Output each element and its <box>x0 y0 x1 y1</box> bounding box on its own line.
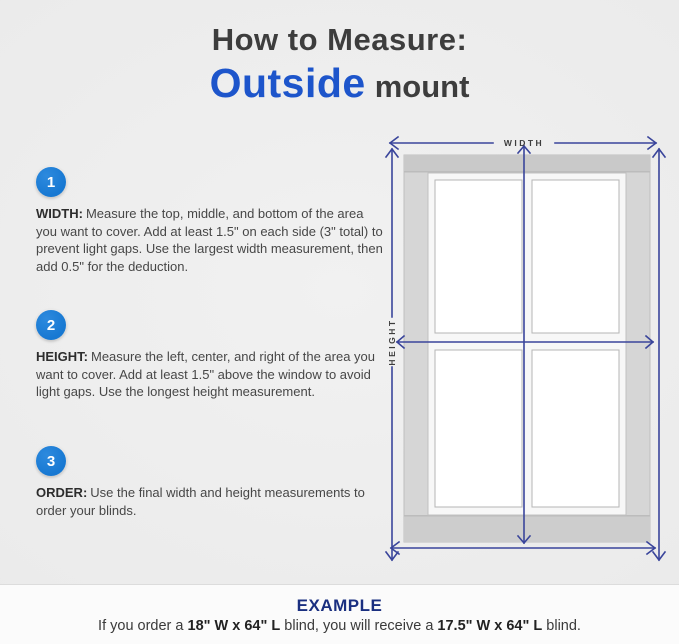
example-received-size: 17.5" W x 64" L <box>437 618 543 634</box>
step-2-badge: 2 <box>36 310 66 340</box>
step-width <box>36 167 384 275</box>
step-2-text <box>36 348 384 401</box>
step-order <box>36 446 384 519</box>
example-sentence <box>0 618 679 634</box>
step-1-text <box>36 205 384 275</box>
window-illustration <box>383 133 675 588</box>
title-line2 <box>0 60 679 107</box>
height-arrow-right <box>653 149 665 560</box>
step-3-text <box>36 484 384 519</box>
example-ordered-size: 18" W x 64" L <box>187 618 281 634</box>
page-title <box>0 22 679 107</box>
step-3-label: ORDER: <box>36 485 88 500</box>
step-3-badge: 3 <box>36 446 66 476</box>
step-2-label: HEIGHT: <box>36 349 88 364</box>
example-suffix: blind. <box>542 618 581 634</box>
example-prefix: If you order a <box>98 618 188 634</box>
example-heading: EXAMPLE <box>296 596 383 615</box>
title-suffix: mount <box>374 69 470 104</box>
step-1-body: Measure the top, middle, and bottom of the area you want to cover. Add at least 1.5" on each side (3" total) to prevent light gaps. Use the largest width measurement, then add 0.5" for the deduction. <box>36 206 383 274</box>
title-line1: How to Measure: <box>211 22 468 57</box>
step-height <box>36 310 384 401</box>
example-section <box>0 584 679 644</box>
step-3-body: Use the final width and height measurements to order your blinds. <box>36 485 365 518</box>
step-2-body: Measure the left, center, and right of the area you want to cover. Add at least 1.5" above the window to avoid light gaps. Use the longest height measurement. <box>36 349 376 399</box>
bottom-width-arrow <box>391 542 655 554</box>
step-1-badge: 1 <box>36 167 66 197</box>
title-highlight: Outside <box>209 60 366 106</box>
height-arrow-label: HEIGHT <box>387 318 397 366</box>
width-arrow-label: WIDTH <box>503 138 545 148</box>
window-measurement-diagram <box>383 133 675 588</box>
step-1-label: WIDTH: <box>36 206 83 221</box>
example-middle: blind, you will receive a <box>280 618 438 634</box>
